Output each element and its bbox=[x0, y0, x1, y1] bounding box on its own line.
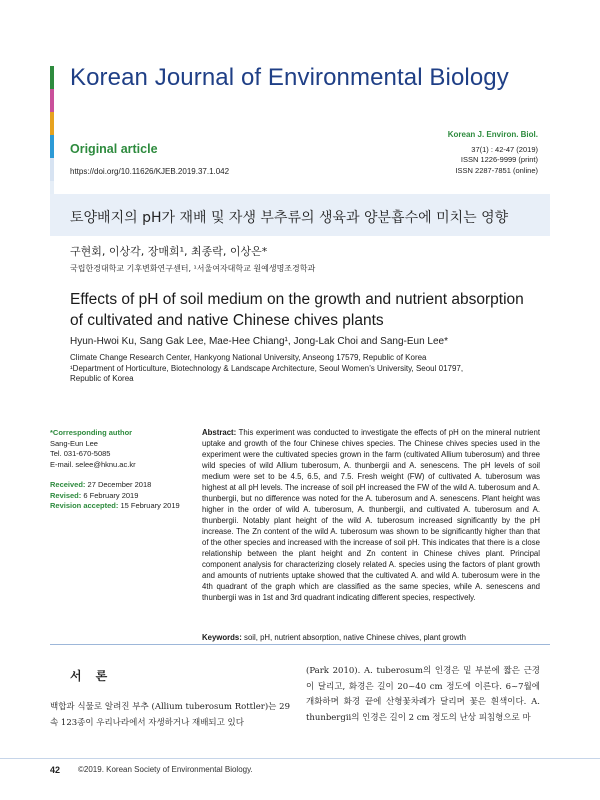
corresponding-author-label: *Corresponding author bbox=[50, 428, 133, 437]
abstract-text: This experiment was conducted to investigate the effects of pH on the mineral nutrient uptake and growth of the four Chinese chives species. The Chinese chives species used in the experiment were the cultivated species grown in the farm (cultivated Allium tuberosum) and three wild species of wild Allium tuberosum, A. thunbergii and A. senescens. The pH levels of soil medium were set to be 4.5, 6.5, and 7.5. Fresh weight (FW) of cultivated A. tuberosum was highest at all pH levels. The increase of soil pH increased the FW of the wild A. tuberosum and A. thunbergii, but no difference was noted for the A. tuberosum and A. senescens. Plant height was higher in the order of wild A. tuberosum, A. thunbergii, and cultivated A. tuberosum and A. thunbergii. Notably plant height of the wild A. tuberosum increased significantly by the pH increase. The Zn content of the wild A. tuberosum was shown to be significantly higher than that of the other species and increased with the increase of soil pH. This indicates that there is a close relationship between the plant height and Zn content in Chinese chives plant. Principal component analysis for characterizing closely related A. species using the factors of plant growth and amounts of nutrients uptake showed that the cultivated A. and wild A. tuberosum were in the 4th quadrant of the graph which are classified as the same species, while A. senescens and thunbergii was in 1st and 3rd quadrant indicating different species, respectively. bbox=[202, 428, 540, 602]
affiliation-line: Climate Change Research Center, Hankyong National University, Anseong 17579, Republic of Korea bbox=[70, 353, 427, 362]
journal-meta bbox=[448, 130, 538, 176]
accepted-date bbox=[50, 501, 190, 512]
received-value: 27 December 2018 bbox=[87, 480, 152, 489]
page-number: 42 bbox=[50, 765, 61, 775]
accepted-label: Revision accepted: bbox=[50, 501, 119, 510]
body-paragraph: (Park 2010). A. tuberosum의 인경은 밑 부분에 짧은 근경이 달리고, 화경은 길이 20~40 cm 정도에 이른다. 6~7월에 개화하며 화경 끝에 산형꽃차례가 달리며 꽃은 흰색이다. A. thunbergii의 인경은 길이 2 cm 정도의 난상 피침형으로 마 bbox=[306, 666, 540, 723]
korean-title: 토양배지의 pH가 재배 및 자생 부추류의 생육과 양분흡수에 미치는 영향 bbox=[70, 210, 509, 226]
revised-label: Revised: bbox=[50, 490, 82, 500]
corresponding-author-email[interactable]: E-mail. selee@hknu.ac.kr bbox=[50, 459, 136, 469]
body-column-right bbox=[306, 664, 540, 726]
body-column-left bbox=[50, 700, 290, 731]
affiliation-line: ¹Department of Horticulture, Biotechnology & Landscape Architecture, Seoul Women’s University, Seoul 01797, Republic of Korea bbox=[70, 363, 464, 383]
english-authors: Hyun-Hwoi Ku, Sang Gak Lee, Mae-Hee Chiang¹, Jong-Lak Choi and Sang-Eun Lee* bbox=[70, 336, 448, 347]
footer-divider bbox=[0, 758, 600, 759]
corresponding-author-name: Sang-Eun Lee bbox=[50, 438, 98, 448]
abstract bbox=[202, 427, 540, 603]
abstract-label: Abstract: bbox=[202, 428, 237, 437]
korean-affiliation: 국립한경대학교 기후변화연구센터, ¹서울여자대학교 원예생명조경학과 bbox=[70, 264, 316, 273]
revised-value: 6 February 2019 bbox=[83, 490, 139, 500]
revised-date bbox=[50, 491, 190, 502]
volume-info: 37(1) : 42-47 (2019) bbox=[471, 144, 538, 154]
strip-segment bbox=[50, 158, 54, 181]
author-info-sidebar bbox=[50, 428, 190, 512]
issn-online: ISSN 2287-7851 (online) bbox=[455, 165, 538, 175]
english-affiliation bbox=[70, 353, 470, 385]
copyright-notice: ©2019. Korean Society of Environmental Biology. bbox=[78, 765, 253, 774]
english-title: Effects of pH of soil medium on the growth and nutrient absorption of cultivated and native Chinese chives plants bbox=[70, 291, 524, 329]
strip-segment bbox=[50, 89, 54, 112]
keywords bbox=[202, 633, 540, 642]
article-type-label: Original article bbox=[70, 142, 158, 156]
issn-print: ISSN 1226-9999 (print) bbox=[460, 155, 538, 164]
section-heading-introduction: 서론 bbox=[70, 669, 122, 683]
accepted-value: 15 February 2019 bbox=[120, 501, 180, 510]
strip-segment bbox=[50, 135, 54, 158]
strip-segment bbox=[50, 112, 54, 135]
korean-authors: 구현회, 이상각, 장매희¹, 최종락, 이상은* bbox=[70, 245, 268, 258]
received-date bbox=[50, 480, 190, 491]
received-label: Received: bbox=[50, 480, 86, 489]
body-paragraph: 백합과 식물로 알려진 부추 (Allium tuberosum Rottler)는 29속 123종이 우리나라에서 자생하거나 재배되고 있다 bbox=[50, 702, 290, 728]
journal-color-strip bbox=[50, 66, 54, 204]
journal-title: Korean Journal of Environmental Biology bbox=[70, 64, 509, 91]
keywords-text: soil, pH, nutrient absorption, native Chinese chives, plant growth bbox=[244, 633, 466, 642]
journal-abbreviation: Korean J. Environ. Biol. bbox=[447, 130, 538, 139]
keywords-label: Keywords: bbox=[202, 633, 242, 642]
strip-segment bbox=[50, 66, 54, 89]
corresponding-author-tel: Tel. 031-670-5085 bbox=[50, 449, 111, 458]
doi-link[interactable]: https://doi.org/10.11626/KJEB.2019.37.1.042 bbox=[70, 167, 230, 176]
abstract-divider bbox=[50, 644, 550, 645]
